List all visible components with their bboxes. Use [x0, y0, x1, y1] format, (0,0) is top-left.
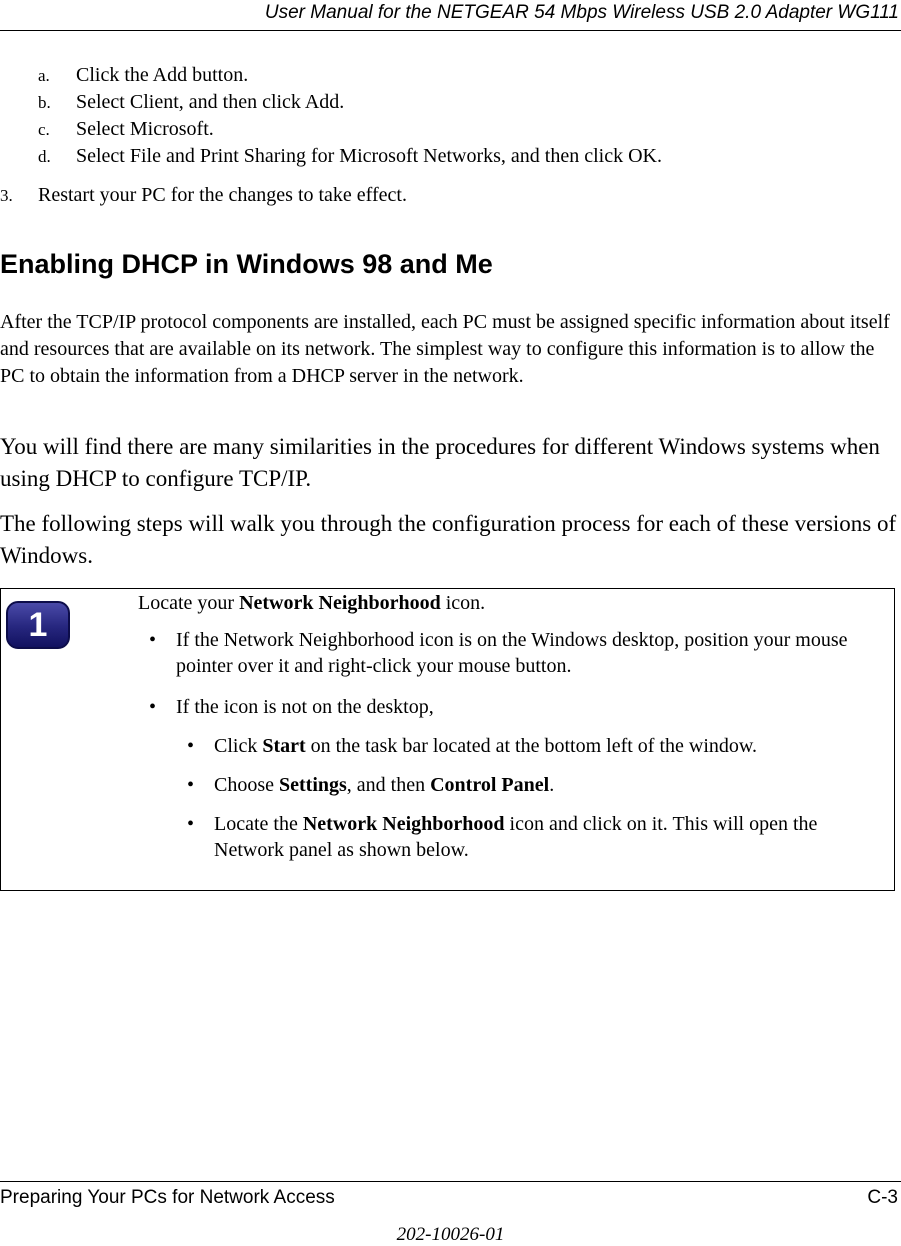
sub-bullet-text-mid: , and then [346, 774, 431, 796]
substep-marker: d. [38, 147, 51, 166]
step-3 [0, 183, 407, 208]
page-number: C-3 [867, 1187, 898, 1208]
bullet-text: If the icon is not on the desktop, [176, 696, 434, 718]
list-item [38, 144, 662, 171]
substep-marker: a. [38, 66, 50, 85]
bullet-dot: • [149, 696, 157, 718]
substep-text: Click the Add button. [76, 64, 249, 86]
substep-text: Select Microsoft. [76, 118, 214, 140]
substep-text: Select File and Print Sharing for Microsoft Networks, and then click OK. [76, 145, 662, 167]
list-item [38, 117, 662, 144]
sub-bullet-bold: Settings [279, 774, 347, 796]
substep-marker: c. [38, 120, 50, 139]
step-text: Restart your PC for the changes to take effect. [38, 184, 407, 206]
step-box [0, 588, 895, 891]
bullet-dot: • [187, 774, 195, 796]
sub-bullet-text: Click [214, 735, 263, 757]
paragraph-similarities: You will find there are many similarities in the procedures for different Windows systems when using DHCP to configure TCP/IP. [0, 434, 880, 491]
list-item [38, 63, 662, 90]
section-heading: Enabling DHCP in Windows 98 and Me [0, 249, 493, 279]
bullet-text: If the Network Neighborhood icon is on the Windows desktop, position your mouse pointer over it and right-click your mouse button. [176, 629, 848, 677]
lead-text-end: icon. [440, 592, 486, 614]
sub-bullet-text: Choose [214, 774, 279, 796]
lead-text: Locate your [138, 592, 240, 614]
substep-marker: b. [38, 93, 51, 112]
sub-bullet-text-end: on the task bar located at the bottom left of the window. [305, 735, 758, 757]
bullet-desktop [149, 627, 886, 679]
footer-divider [0, 1181, 901, 1182]
sub-bullet-text-end: . [549, 774, 555, 796]
step-lead [138, 591, 485, 615]
page-header [0, 0, 901, 31]
paragraph-steps: The following steps will walk you through the configuration process for each of these versions of Windows. [0, 511, 897, 568]
sub-bullet-bold-2: Control Panel [430, 774, 550, 796]
bullet-dot: • [149, 629, 157, 651]
lead-bold: Network Neighborhood [239, 592, 441, 614]
list-item [38, 90, 662, 117]
manual-title: User Manual for the NETGEAR 54 Mbps Wireless USB 2.0 Adapter WG111 [264, 2, 899, 23]
bullet-dot: • [187, 735, 195, 757]
sub-bullet-locate [187, 811, 874, 863]
paragraph-intro: After the TCP/IP protocol components are installed, each PC must be assigned specific information about itself and resources that are available on its network. The simplest way to configure this information is to allow the PC to obtain the information from a DHCP server in the network. [0, 311, 890, 387]
step-number-badge: 1 [6, 601, 70, 649]
sub-bullet-bold: Start [262, 735, 306, 757]
bullet-dot: • [187, 813, 195, 835]
sub-bullet-settings [187, 772, 874, 798]
document-number: 202-10026-01 [396, 1224, 505, 1245]
substep-text: Select Client, and then click Add. [76, 91, 345, 113]
sub-bullet-bold: Network Neighborhood [302, 813, 505, 835]
step-number: 3. [0, 186, 13, 205]
bullet-not-desktop [149, 694, 876, 720]
substep-list [38, 63, 662, 171]
sub-bullet-text: Locate the [214, 813, 303, 835]
sub-bullet-text-end: icon and click on it. This will open the Network panel as shown below. [214, 813, 818, 861]
sub-bullet-start [187, 733, 874, 759]
footer-section-title: Preparing Your PCs for Network Access [0, 1187, 335, 1208]
